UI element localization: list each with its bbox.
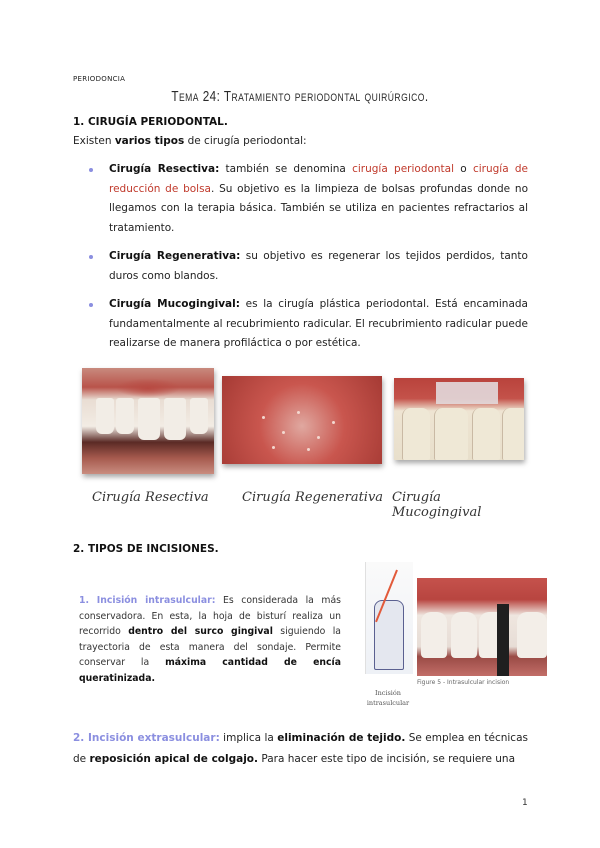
photo-caption: Figure 5 - Intrasulcular incision: [417, 679, 510, 686]
graft-speck: [282, 431, 285, 434]
probe-shape: [497, 604, 509, 676]
mucogingival-surgery-photo: [394, 378, 524, 460]
bullet-term: Cirugía Resectiva:: [109, 163, 220, 175]
bullet-text: su objetivo es regenerar los tejidos perdidos, tanto duros como blandos.: [109, 250, 528, 282]
incision-extrasulcular-paragraph: [73, 728, 528, 770]
highlight-red: cirugía de reducción de bolsa: [109, 163, 528, 195]
incision-text: Se emplea en técnicas de: [73, 732, 528, 765]
incision-lead: 2. Incisión extrasulcular:: [73, 732, 220, 744]
incision-bold: eliminación de tejido.: [277, 732, 406, 744]
graft-speck: [262, 416, 265, 419]
incision-bold: dentro del surco gingival: [128, 626, 273, 637]
section-label: PERIODONCIA: [73, 75, 126, 83]
list-item: [88, 247, 528, 286]
incision-text: implica la: [219, 732, 278, 744]
page-number: 1: [522, 798, 528, 808]
regenerative-surgery-photo: [222, 376, 382, 464]
intrasulcular-diagram: [365, 562, 413, 674]
tooth-shape: [402, 408, 430, 460]
bullet-text: es la cirugía plástica periodontal. Está encaminada fundamentalmente al recubrimiento radicular. El recubrimiento radicular puede realizarse de manera profiláctica o por estética.: [109, 298, 528, 349]
figure-caption: Cirugía Regenerativa: [242, 490, 384, 505]
tooth-shape: [164, 398, 186, 440]
section-heading-cirugia: 1. CIRUGÍA PERIODONTAL.: [73, 116, 228, 128]
intro-text-end: de cirugía periodontal:: [184, 135, 307, 147]
bullet-icon: [89, 168, 93, 172]
bullet-text: o: [454, 163, 473, 175]
list-item: [88, 160, 528, 238]
incision-lead: 1. Incisión intrasulcular:: [79, 595, 216, 606]
incision-text: Es considerada la más conservadora. En esta, la hoja de bisturí realiza un recorrido: [79, 595, 341, 637]
intrasulcular-photo: [417, 578, 547, 676]
graft-shape: [436, 382, 498, 404]
diagram-label: Incisión intrasulcular: [366, 689, 410, 707]
incision-bold: reposición apical de colgajo.: [89, 753, 259, 765]
tooth-shape: [434, 408, 468, 460]
tooth-shape: [502, 408, 524, 460]
graft-speck: [272, 446, 275, 449]
surgery-figures: [82, 368, 532, 518]
figure-caption: Cirugía Mucogingival: [392, 490, 482, 520]
bullet-term: Cirugía Regenerativa:: [109, 250, 241, 262]
section-heading-incisiones: 2. TIPOS DE INCISIONES.: [73, 543, 219, 555]
bullet-icon: [89, 303, 93, 307]
tooth-shape: [96, 398, 114, 434]
graft-speck: [297, 411, 300, 414]
list-item: [88, 295, 528, 354]
tooth-shape: [138, 398, 160, 440]
bullet-icon: [89, 255, 93, 259]
bullet-text: también se denomina: [219, 163, 353, 175]
intro-bold: varios tipos: [114, 135, 185, 147]
bullet-text: . Su objetivo es la limpieza de bolsas profundas donde no llegamos con la terapia básica. También se utiliza en pacientes refractarios al tratamiento.: [109, 182, 528, 234]
tooth-shape: [116, 398, 134, 434]
tooth-shape: [451, 612, 477, 658]
surgery-types-list: [88, 160, 528, 363]
tooth-shape: [472, 408, 500, 460]
incision-text: siguiendo la trayectoria de esta manera del sondaje. Permite conservar la: [79, 626, 341, 668]
document-title: Tema 24: Tratamiento periodontal quirúrgico.: [171, 88, 429, 105]
highlight-red: cirugía periodontal: [352, 163, 455, 175]
graft-speck: [332, 421, 335, 424]
tooth-shape: [517, 612, 547, 658]
intro-text: Existen: [73, 135, 115, 147]
graft-speck: [317, 436, 320, 439]
tooth-shape: [421, 612, 447, 658]
incision-bold: máxima cantidad de encía queratinizada.: [79, 657, 341, 684]
resective-surgery-photo: [82, 368, 214, 474]
intro-paragraph: [73, 135, 307, 147]
bullet-term: Cirugía Mucogingival:: [109, 298, 240, 310]
tooth-shape: [190, 398, 208, 434]
incision-intrasulcular-paragraph: [79, 593, 341, 686]
incision-text: Para hacer este tipo de incisión, se requiere una: [258, 753, 516, 765]
graft-speck: [307, 448, 310, 451]
figure-caption: Cirugía Resectiva: [92, 490, 209, 505]
